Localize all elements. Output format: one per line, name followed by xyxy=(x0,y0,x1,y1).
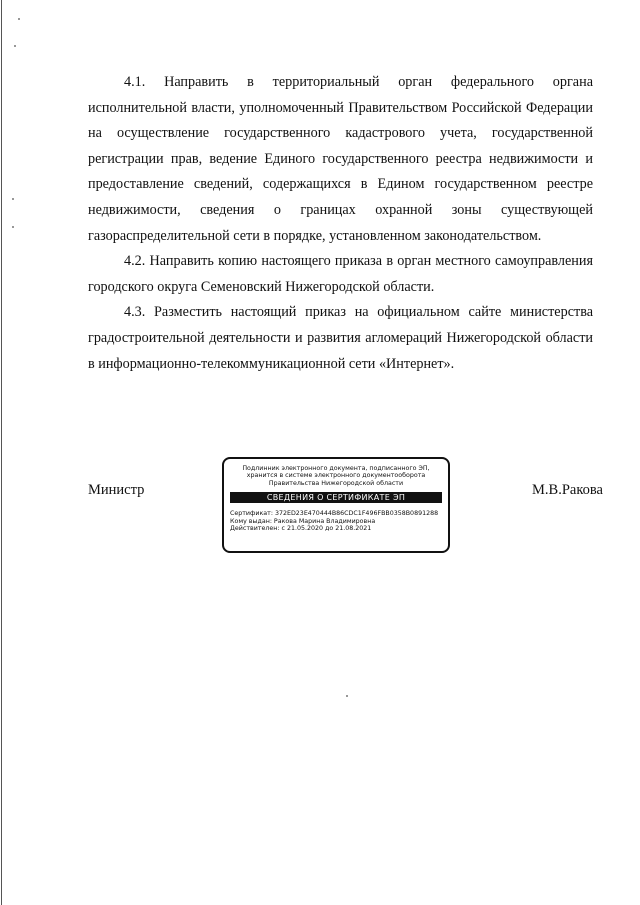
stamp-validity: Действителен: с 21.05.2020 до 21.08.2021 xyxy=(230,525,372,533)
stamp-certificate: Сертификат: 372ED23E470444B86CDC1F496FBB0358B0891288 xyxy=(230,510,439,518)
scan-speck xyxy=(14,45,16,47)
signature-block xyxy=(88,457,603,557)
scan-speck xyxy=(12,226,14,228)
stamp-header-line: Правительства Нижегородской области xyxy=(268,479,404,487)
signer-title: Министр xyxy=(88,482,145,498)
paragraph-4-1: 4.1. Направить в территориальный орган федерального органа исполнительной власти, уполномоченный Правительством Российской Федерации на осуществление государственного кадастрового учета, государственной регистрации прав, ведение Единого государственного реестра недвижимости и предоставление сведений, содержащихся в Едином государственном реестре недвижимости, сведения о границах охранной зоны существующей газораспределительной сети в порядке, установленном законодательством. xyxy=(88,74,593,244)
stamp-header-line: Подлинник электронного документа, подписанного ЭП, xyxy=(242,465,430,472)
stamp-header-line: хранится в системе электронного документооборота xyxy=(246,472,426,480)
stamp-banner: СВЕДЕНИЯ О СЕРТИФИКАТЕ ЭП xyxy=(230,492,442,503)
signer-name: М.В.Ракова xyxy=(532,482,603,498)
stamp-header xyxy=(230,465,442,487)
scan-speck xyxy=(346,695,348,697)
scan-speck xyxy=(18,18,20,20)
paragraph-4-2: 4.2. Направить копию настоящего приказа в орган местного самоуправления городского округа Семеновский Нижегородской области. xyxy=(88,253,593,295)
order-body xyxy=(88,70,593,377)
scan-speck xyxy=(12,198,14,200)
stamp-issued-to: Кому выдан: Ракова Марина Владимировна xyxy=(230,517,376,525)
paragraph-4-3: 4.3. Разместить настоящий приказ на официальном сайте министерства градостроительной деятельности и развития агломераций Нижегородской области в информационно-телекоммуникационной сети «Интернет». xyxy=(88,304,593,372)
scan-edge-line xyxy=(1,0,2,905)
electronic-signature-stamp xyxy=(222,457,450,553)
